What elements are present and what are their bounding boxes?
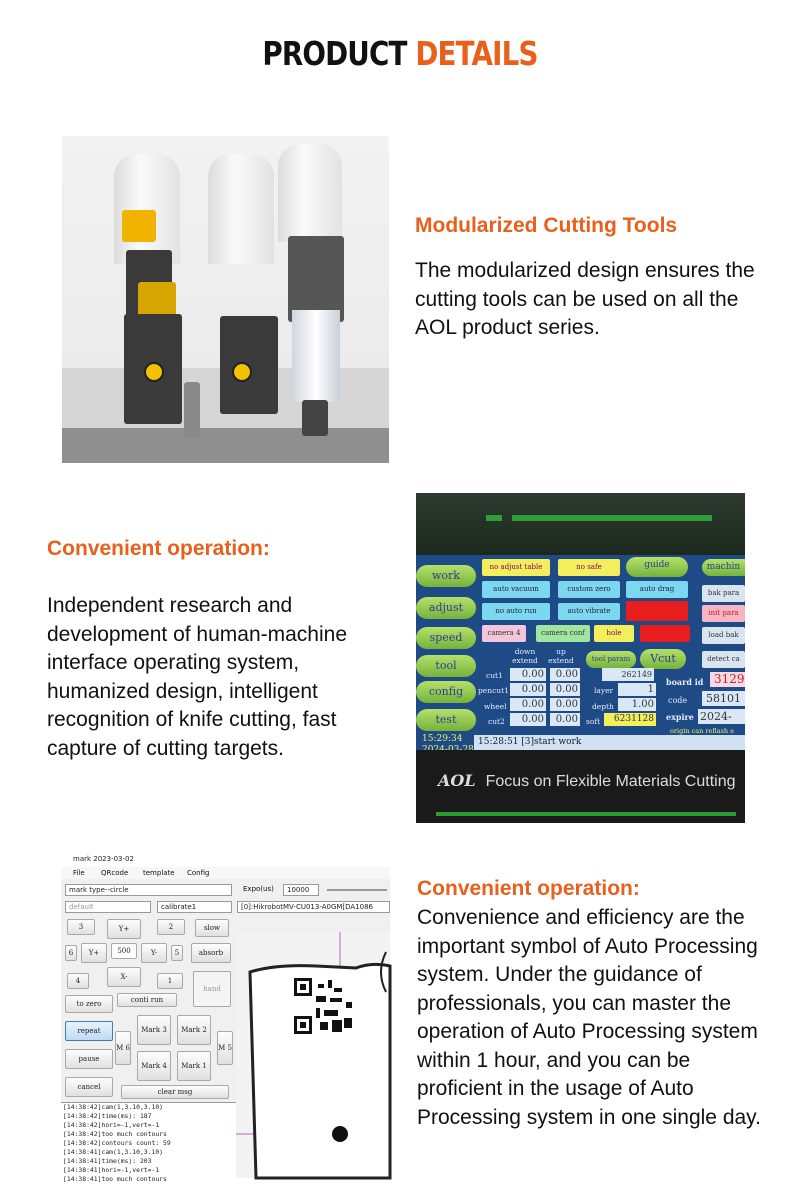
- row-label-wheel: wheel: [484, 702, 507, 711]
- clear-msg-button[interactable]: clear msg: [121, 1085, 229, 1099]
- aol-logo: AOL: [438, 771, 476, 790]
- touch-panel-photo: [416, 493, 745, 823]
- status-bar: 15:28:51 [3]start work: [474, 735, 745, 750]
- clock-time: 15:29:34: [422, 734, 463, 744]
- expo-input[interactable]: 10000: [283, 884, 319, 896]
- soft-label: soft: [586, 717, 601, 726]
- default-select[interactable]: default: [65, 901, 151, 913]
- bak-para-button[interactable]: bak para: [702, 585, 745, 602]
- menu-qrcode[interactable]: QRcode: [101, 869, 129, 877]
- side-button-config[interactable]: config: [416, 681, 476, 703]
- mark3-button[interactable]: Mark 3: [137, 1015, 171, 1045]
- pause-button[interactable]: pause: [65, 1049, 113, 1069]
- camera-select[interactable]: [0]:HikrobotMV-CU013-A0GM[DA1086: [237, 901, 390, 913]
- expo-label: Expo(us): [243, 885, 274, 893]
- no-safe-button[interactable]: no safe: [558, 559, 620, 576]
- board-id-label: board id: [666, 677, 704, 687]
- m5-button[interactable]: M 5: [217, 1031, 233, 1065]
- side-button-adjust[interactable]: adjust: [416, 597, 476, 619]
- camera-conf-button[interactable]: camera conf: [536, 625, 590, 642]
- cutting-tools-photo: [62, 136, 389, 463]
- log-line: [14:38:41]hori=-1,vert=-1: [63, 1166, 160, 1174]
- camera-view: [236, 932, 390, 1178]
- section1-body: The modularized design ensures the cutting tools can be used on all the AOL product series.: [415, 259, 755, 339]
- red-toggle-button[interactable]: [640, 625, 690, 642]
- cancel-button[interactable]: cancel: [65, 1077, 113, 1097]
- cut1-down-field[interactable]: 0.00: [510, 668, 546, 681]
- btn-x-minus[interactable]: X-: [107, 967, 141, 987]
- btn-1[interactable]: 1: [157, 973, 183, 989]
- wheel-up-field[interactable]: 0.00: [550, 698, 580, 711]
- mark2-button[interactable]: Mark 2: [177, 1015, 211, 1045]
- menu-config[interactable]: Config: [187, 869, 210, 877]
- mark4-button[interactable]: Mark 4: [137, 1051, 171, 1081]
- mark-software-screenshot: [61, 851, 390, 1183]
- m6-button[interactable]: M 6: [115, 1031, 131, 1065]
- depth-label: depth: [592, 702, 614, 711]
- log-line: [14:38:42]contours count: 59: [63, 1139, 171, 1147]
- auto-vacuum-button[interactable]: auto vacuum: [482, 581, 550, 598]
- mark1-button[interactable]: Mark 1: [177, 1051, 211, 1081]
- btn-y-minus[interactable]: Y-: [141, 943, 167, 963]
- log-line: [14:38:42]hori=-1,vert=-1: [63, 1121, 160, 1129]
- btn-2[interactable]: 2: [157, 919, 185, 935]
- jog-step-input[interactable]: 500: [111, 943, 137, 959]
- origin-note: origin can reflash e: [670, 727, 734, 735]
- calibrate-select[interactable]: calibrate1: [157, 901, 232, 913]
- row-label-pencut1: pencut1: [478, 686, 509, 695]
- code-value: 58101: [702, 691, 745, 706]
- no-auto-run-button[interactable]: no auto run: [482, 603, 550, 620]
- cut1-up-field[interactable]: 0.00: [550, 668, 580, 681]
- hmi-screen: [416, 555, 745, 750]
- camera-image: [236, 932, 390, 1178]
- depth-field[interactable]: 1.00: [618, 698, 656, 711]
- side-button-tool[interactable]: tool: [416, 655, 476, 677]
- board-id-value: 3129: [710, 672, 745, 687]
- title-part1: PRODUCT: [262, 34, 407, 73]
- side-button-work[interactable]: work: [416, 565, 476, 587]
- to-zero-button[interactable]: to zero: [65, 995, 113, 1013]
- log-line: [14:38:41]too much contours: [63, 1175, 167, 1183]
- expire-label: expire: [666, 712, 694, 722]
- row-label-cut1: cut1: [486, 671, 503, 680]
- btn-y-plus[interactable]: Y+: [107, 919, 141, 939]
- log-line: [14:38:42]too much contours: [63, 1130, 167, 1138]
- side-button-test[interactable]: test: [416, 709, 476, 731]
- red-action-button[interactable]: [626, 601, 688, 621]
- log-line: [14:38:41]time(ms): 203: [63, 1157, 152, 1165]
- message-log: [61, 1102, 236, 1183]
- load-bak-button[interactable]: load bak: [702, 627, 745, 644]
- cut2-up-field[interactable]: 0.00: [550, 713, 580, 726]
- page-title: [64, 34, 736, 73]
- col-header-up: up extend: [548, 647, 574, 665]
- mark-type-select[interactable]: mark type--circle: [65, 884, 232, 896]
- absorb-button[interactable]: absorb: [191, 943, 231, 963]
- panel-footer: [416, 750, 745, 823]
- auto-drag-button[interactable]: auto drag: [626, 581, 688, 598]
- log-line: [14:38:42]cam(1,3.10,3.10): [63, 1103, 164, 1111]
- code-label: code: [668, 696, 688, 705]
- detect-button[interactable]: detect ca: [702, 651, 745, 668]
- slow-button[interactable]: slow: [195, 919, 229, 937]
- menu-file[interactable]: File: [73, 869, 85, 877]
- section1-heading: Modularized Cutting Tools: [415, 214, 678, 237]
- cut2-down-field[interactable]: 0.00: [510, 713, 546, 726]
- hole-button[interactable]: hole: [594, 625, 634, 642]
- pencut1-up-field[interactable]: 0.00: [550, 683, 580, 696]
- auto-vibrate-button[interactable]: auto vibrate: [558, 603, 620, 620]
- counter-field: 262149: [602, 668, 654, 681]
- conti-run-button[interactable]: conti run: [117, 993, 177, 1007]
- section3-heading: Convenient operation:: [417, 877, 640, 900]
- wheel-down-field[interactable]: 0.00: [510, 698, 546, 711]
- section2-heading: Convenient operation:: [47, 537, 270, 560]
- pencut1-down-field[interactable]: 0.00: [510, 683, 546, 696]
- expire-value: 2024-: [698, 709, 745, 724]
- btn-5[interactable]: 5: [171, 945, 183, 961]
- guide-button[interactable]: guide: [626, 557, 688, 577]
- menu-template[interactable]: template: [143, 869, 175, 877]
- section2-body: Independent research and development of human-machine interface operating system, humanized design, intelligent recognition of knife cutting, fast capture of cutting targets.: [47, 594, 348, 760]
- side-button-speed[interactable]: speed: [416, 627, 476, 649]
- btn-3[interactable]: 3: [67, 919, 95, 935]
- repeat-button[interactable]: repeat: [65, 1021, 113, 1041]
- no-adjust-table-button[interactable]: no adjust table: [482, 559, 550, 576]
- log-line: [14:38:42]time(ms): 187: [63, 1112, 152, 1120]
- machine-button[interactable]: machin: [702, 559, 745, 576]
- btn-x-plus[interactable]: Y+: [81, 943, 107, 963]
- init-para-button[interactable]: init para: [702, 605, 745, 622]
- hand-button[interactable]: hand: [193, 971, 231, 1007]
- btn-6[interactable]: 6: [65, 945, 77, 961]
- btn-4[interactable]: 4: [67, 973, 89, 989]
- expo-slider[interactable]: [327, 889, 387, 891]
- window-title: mark 2023-03-02: [61, 851, 390, 867]
- row-label-cut2: cut2: [488, 717, 505, 726]
- layer-field[interactable]: 1: [618, 683, 656, 696]
- log-line: [14:38:41]cam(1,3.10,3.10): [63, 1148, 164, 1156]
- custom-zero-button[interactable]: custom zero: [558, 581, 620, 598]
- brand-slogan: Focus on Flexible Materials Cutting: [485, 773, 736, 790]
- vcut-button[interactable]: Vcut: [640, 649, 686, 669]
- menu-bar: [61, 867, 390, 879]
- title-part2: DETAILS: [415, 34, 538, 73]
- layer-label: layer: [594, 686, 614, 695]
- tool-param-button[interactable]: tool param: [586, 651, 636, 668]
- section3-body: Convenience and efficiency are the important symbol of Auto Processing system. Under the guidance of professionals, you can master the operation of Auto Processing system within 1 hour, and you can be proficient in the usage of Auto Processing system in one single day.: [417, 906, 761, 1129]
- col-header-down: down extend: [512, 647, 538, 665]
- camera4-button[interactable]: camera 4: [482, 625, 526, 642]
- soft-version: 6231128: [604, 713, 656, 726]
